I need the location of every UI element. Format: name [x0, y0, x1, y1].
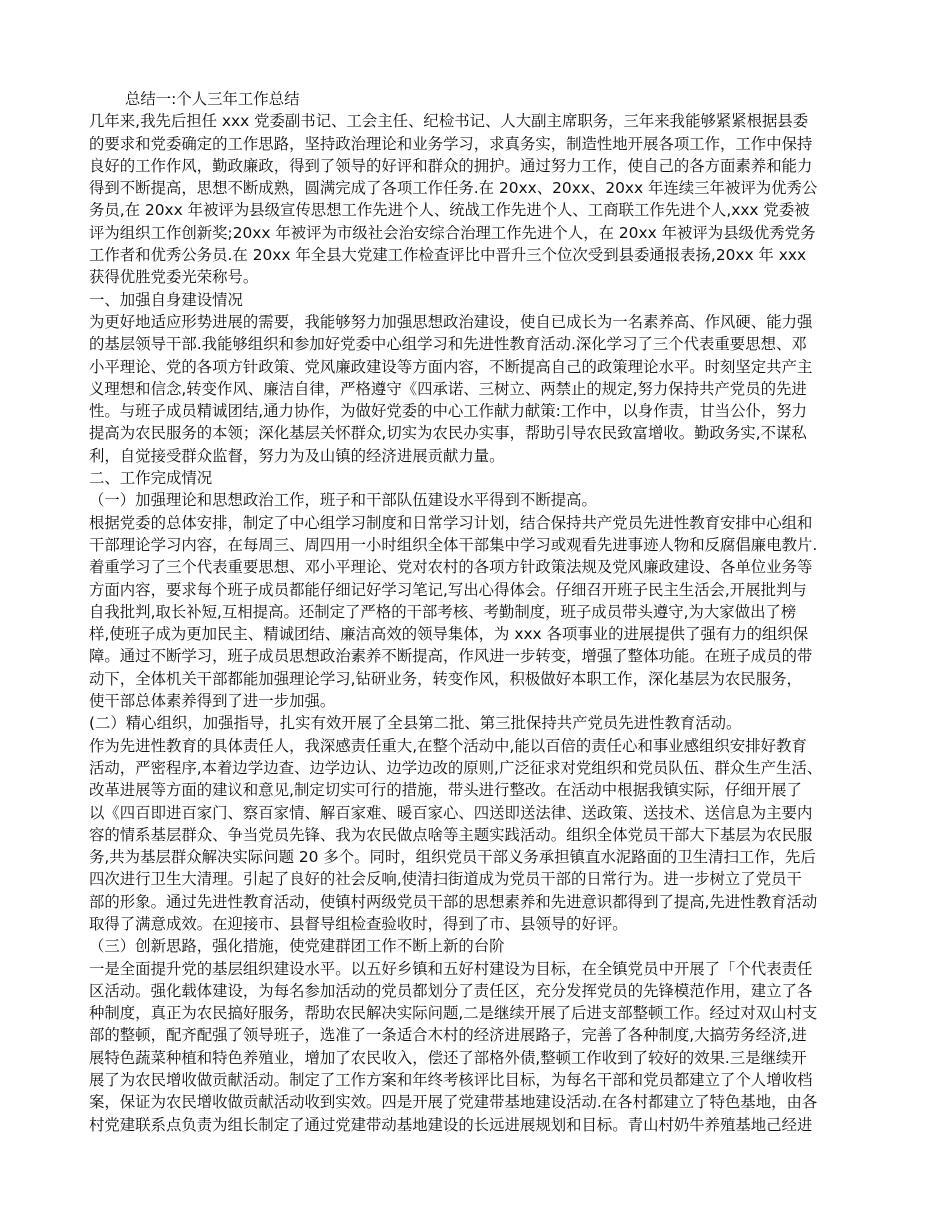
text-line: 获得优胜党委光荣称号。: [89, 268, 259, 287]
text-line: 利，自觉接受群众监督，努力为及山镇的经济进展贡献力量。: [89, 446, 505, 465]
text-line: 使干部总体素养得到了进一步加强。: [89, 692, 336, 711]
text-line: （三）创新思路，强化措施，使党建群团工作不断上新的台阶: [89, 937, 505, 956]
text-line: 村党建联系点负责为组长制定了通过党建带动基地建设的长远进展规划和目标。青山村奶牛养殖基地己经进: [89, 1115, 813, 1134]
text-line: 样,使班子成为更加民主、精诚团结、廉洁高效的领导集体，为 xxx 各项事业的进展提供了强有力的组织保: [89, 625, 809, 644]
text-line: 务员,在 20xx 年被评为县级宣传思想工作先进个人、统战工作先进个人、工商联工作先进个人,xxx 党委被: [89, 201, 810, 220]
text-line: 容的情系基层群众、争当党员先锋、我为农民做点啥等主题实践活动。组织全体党员干部大下基层为农民服: [89, 825, 813, 844]
text-line: 务,共为基层群众解决实际问题 20 多个。同时，组织党员干部义务承担镇直水泥路面的卫生清扫工作，先后: [89, 848, 816, 867]
text-line: 动下，全体机关干部都能加强理论学习,钻研业务，转变作风，积极做好本职工作，深化基层为农民服务，: [89, 669, 802, 688]
document-page: [89, 88, 879, 1136]
text-line: 作为先进性教育的具体责任人，我深感责任重大,在整个活动中,能以百倍的责任心和事业感组织安排好教育: [89, 736, 807, 755]
text-line: 改革进展等方面的建议和意见,制定切实可行的措施，带头进行整改。在活动中根据我镇实际，仔细开展了: [89, 781, 802, 800]
text-line: 四次进行卫生大清理。引起了良好的社会反响,使清扫街道成为党员干部的日常行为。进一步树立了党员干: [89, 870, 802, 889]
text-line: 部的整顿，配齐配强了领导班子，选准了一条适合木村的经济进展路子，完善了各种制度,大搞劳务经济,进: [89, 1026, 807, 1045]
text-line: 案，保证为农民增收做贡献活动收到实效。四是开展了党建带基地建设活动.在各村都建立了特色基地，由各: [89, 1093, 818, 1112]
text-line: 几年来,我先后担任 xxx 党委副书记、工会主任、纪检书记、人大副主席职务，三年来我能够紧紧根据县委: [89, 112, 809, 131]
text-line: 二、工作完成情况: [89, 469, 213, 488]
text-line: 障。通过不断学习，班子成员思想政治素养不断提高，作风进一步转变，增强了整体功能。在班子成员的带: [89, 647, 813, 666]
text-line: 取得了满意成效。在迎接市、县督导组检查验收时，得到了市、县领导的好评。: [89, 914, 628, 933]
text-line: 的基层领导干部.我能够组织和参加好党委中心组学习和先进性教育活动.深化学习了三个代表重要思想、邓: [89, 335, 807, 354]
text-line: 方面内容，要求每个班子成员都能仔细记好学习笔记,写出心得体会。仔细召开班子民主生活会,开展批判与: [89, 580, 807, 599]
text-line: 良好的工作作风，勤政廉政，得到了领导的好评和群众的拥护。通过努力工作，使自己的各方面素养和能力: [89, 156, 813, 175]
text-line: 着重学习了三个代表重要思想、邓小平理论、党对农村的各项方针政策法规及党风廉政建设、各单位业务等: [89, 558, 813, 577]
text-line: 自我批判,取长补短,互相提高。还制定了严格的干部考核、考勤制度，班子成员带头遵守,为大家做出了榜: [89, 602, 797, 621]
text-line: 展特色蔬菜种植和特色养殖业，增加了农民收入，偿还了部格外债,整顿工作收到了较好的效果.三是继续开: [89, 1048, 807, 1067]
text-line: 工作者和优秀公务员.在 20xx 年全县大党建工作检查评比中晋升三个位次受到县委通报表扬,20xx 年 xxx: [89, 246, 807, 265]
text-line: 区活动。强化载体建设，为每名参加活动的党员都划分了责任区，充分发挥党员的先锋模范作用，建立了各: [89, 981, 813, 1000]
text-line: （一）加强理论和思想政治工作，班子和干部队伍建设水平得到不断提高。: [89, 491, 597, 510]
text-line: 为更好地适应形势进展的需要，我能够努力加强思想政治建设，使自已成长为一名素养高、作风硬、能力强: [89, 312, 813, 331]
text-line: 种制度，真正为农民搞好服务，帮助农民解决实际问题,二是继续开展了后进支部整顿工作。经过对双山村支: [89, 1004, 818, 1023]
text-line: 以《四百即进百家门、察百家情、解百家难、暖百家心、四送即送法律、送政策、送技术、送信息为主要内: [89, 803, 813, 822]
text-line: 的要求和党委确定的工作思路，坚持政治理论和业务学习，求真务实，制造性地开展各项工作，工作中保持: [89, 134, 813, 153]
document-title: 总结一:个人三年工作总结: [125, 90, 300, 108]
text-line: 提高为农民服务的本领；深化基层关怀群众,切实为农民办实事，帮助引导农民致富增收。勤政务实,不谋私: [89, 424, 807, 443]
text-line: 展了为农民增收做贡献活动。制定了工作方案和年终考核评比目标，为每名干部和党员都建立了个人增收档: [89, 1071, 813, 1090]
text-line: 得到不断提高，思想不断成熟，圆满完成了各项工作任务.在 20xx、20xx、20xx 年连续三年被评为优秀公: [89, 179, 818, 198]
text-line: 一是全面提升党的基层组织建设水平。以五好乡镇和五好村建设为目标，在全镇党员中开展了「个代表责任: [89, 959, 813, 978]
text-line: 小平理论、党的各项方针政策、党风廉政建设等方面内容，不断提高自己的政策理论水平。时刻坚定共产主: [89, 357, 813, 376]
text-line: 干部理论学习内容，在每周三、周四用一小时组织全体干部集中学习或观看先进事迹人物和反腐倡廉电教片.: [89, 535, 818, 554]
text-line: 义理想和信念,转变作风、廉洁自律，严格遵守《四承诺、三树立、两禁止的规定,努力保持共产党员的先进: [89, 379, 807, 398]
text-line: (二）精心组织，加强指导，扎实有效开展了全县第二批、第三批保持共产党员先进性教育活动。: [89, 714, 742, 733]
text-line: 一、加强自身建设情况: [89, 290, 243, 309]
text-line: 根据党委的总体安排，制定了中心组学习制度和日常学习计划，结合保持共产党员先进性教育安排中心组和: [89, 513, 813, 532]
text-line: 部的形象。通过先进性教育活动，使镇村两级党员干部的思想素养和先进意识都得到了提高,先进性教育活动: [89, 892, 818, 911]
text-line: 性。与班子成员精诚团结,通力协作，为做好党委的中心工作献力献策:工作中，以身作责，甘当公仆，努力: [89, 402, 808, 421]
text-line: 评为组织工作创新奖;20xx 年被评为市级社会治安综合治理工作先进个人，在 20xx 年被评为县级优秀党务: [89, 223, 816, 242]
text-line: 活动，严密程序,本着边学边查、边学边认、边学边改的原则,广泛征求对党组织和党员队伍、群众生产生活、: [89, 758, 823, 777]
